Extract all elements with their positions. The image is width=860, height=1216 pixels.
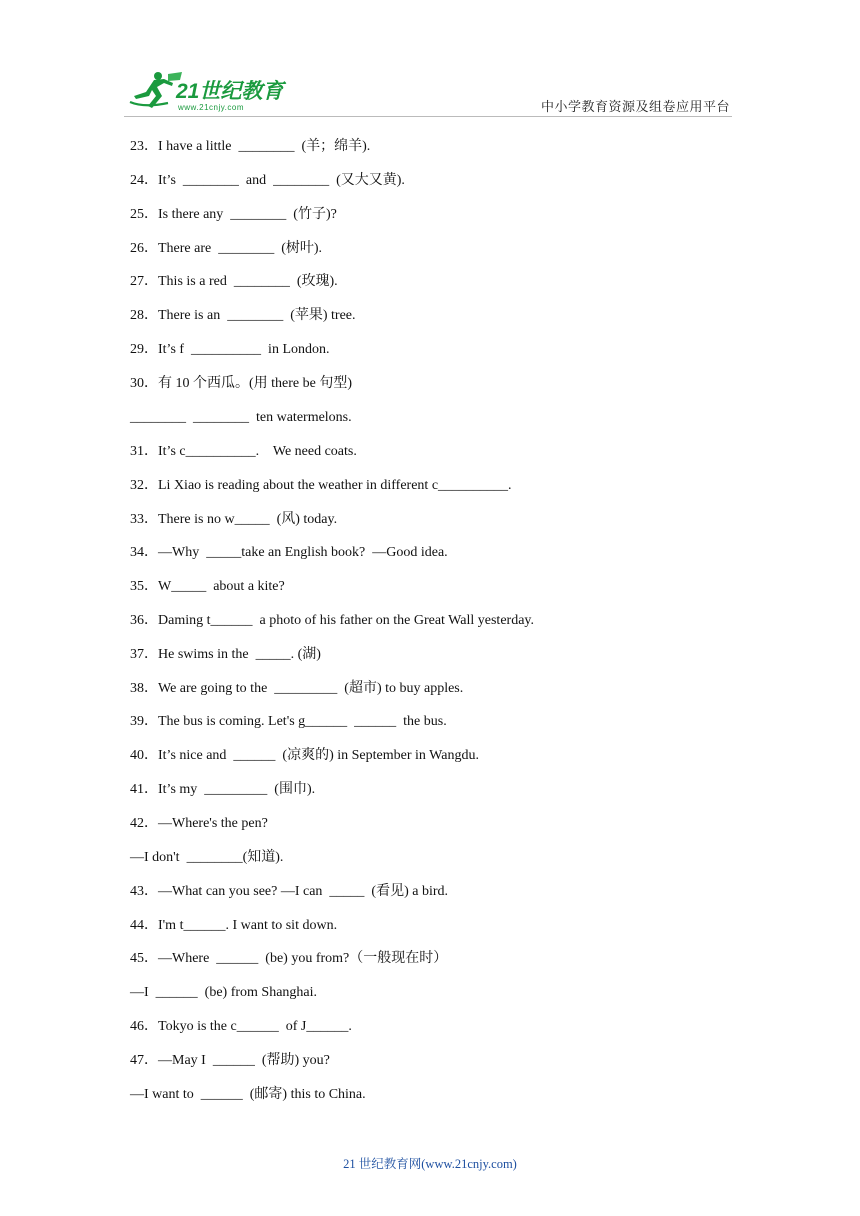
question-line: 26．There are ________ (树叶). bbox=[130, 241, 323, 256]
question-line: 32．Li Xiao is reading about the weather in different c__________. bbox=[130, 478, 512, 493]
question-line: 25．Is there any ________ (竹子)? bbox=[130, 207, 337, 222]
question-line: 42．—Where's the pen? bbox=[130, 816, 268, 831]
question-line: 36．Daming t______ a photo of his father on the Great Wall yesterday. bbox=[130, 613, 534, 628]
question-line: 43．—What can you see? —I can _____ (看见) a bird. bbox=[130, 884, 449, 899]
question-line: 38．We are going to the _________ (超市) to buy apples. bbox=[130, 681, 464, 696]
question-line: 24．It’s ________ and ________ (又大又黄). bbox=[130, 173, 405, 188]
page-header bbox=[0, 0, 860, 120]
answer-line: —I don't ________(知道). bbox=[130, 850, 284, 865]
header-divider bbox=[124, 116, 732, 117]
question-line: 37．He swims in the _____. (湖) bbox=[130, 647, 321, 662]
logo-text: 21世纪教育 bbox=[176, 80, 284, 103]
question-line: 27．This is a red ________ (玫瑰). bbox=[130, 274, 338, 289]
site-logo[interactable] bbox=[124, 70, 294, 114]
question-line: 33．There is no w_____ (风) today. bbox=[130, 512, 338, 527]
question-line: 29．It’s f __________ in London. bbox=[130, 342, 330, 357]
question-line: 45．—Where ______ (be) you from?（一般现在时） bbox=[130, 951, 448, 966]
question-line: 40．It’s nice and ______ (凉爽的) in September in Wangdu. bbox=[130, 748, 479, 763]
question-line: 23．I have a little ________ (羊；绵羊). bbox=[130, 139, 371, 154]
question-line: 34．—Why _____take an English book? —Good idea. bbox=[130, 545, 448, 560]
question-line: 46．Tokyo is the c______ of J______. bbox=[130, 1019, 352, 1034]
logo-url: www.21cnjy.com bbox=[178, 103, 244, 112]
answer-line: —I want to ______ (邮寄) this to China. bbox=[130, 1087, 366, 1102]
question-line: 30．有 10 个西瓜。(用 there be 句型) bbox=[130, 376, 353, 391]
question-line: 44．I'm t______. I want to sit down. bbox=[130, 918, 338, 933]
question-line: 47．—May I ______ (帮助) you? bbox=[130, 1053, 330, 1068]
page-footer[interactable]: 21 世纪教育网(www.21cnjy.com) bbox=[343, 1157, 517, 1171]
question-line: 41．It’s my _________ (围巾). bbox=[130, 782, 316, 797]
answer-line: ________ ________ ten watermelons. bbox=[130, 410, 352, 425]
platform-name: 中小学教育资源及组卷应用平台 bbox=[540, 99, 730, 114]
question-line: 31．It’s c__________. We need coats. bbox=[130, 444, 357, 459]
runner-logo-icon bbox=[124, 70, 294, 114]
question-line: 28．There is an ________ (苹果) tree. bbox=[130, 308, 356, 323]
answer-line: —I ______ (be) from Shanghai. bbox=[130, 985, 318, 1000]
question-line: 39．The bus is coming. Let's g______ ______ the bus. bbox=[130, 714, 447, 729]
question-line: 35．W_____ about a kite? bbox=[130, 579, 285, 594]
